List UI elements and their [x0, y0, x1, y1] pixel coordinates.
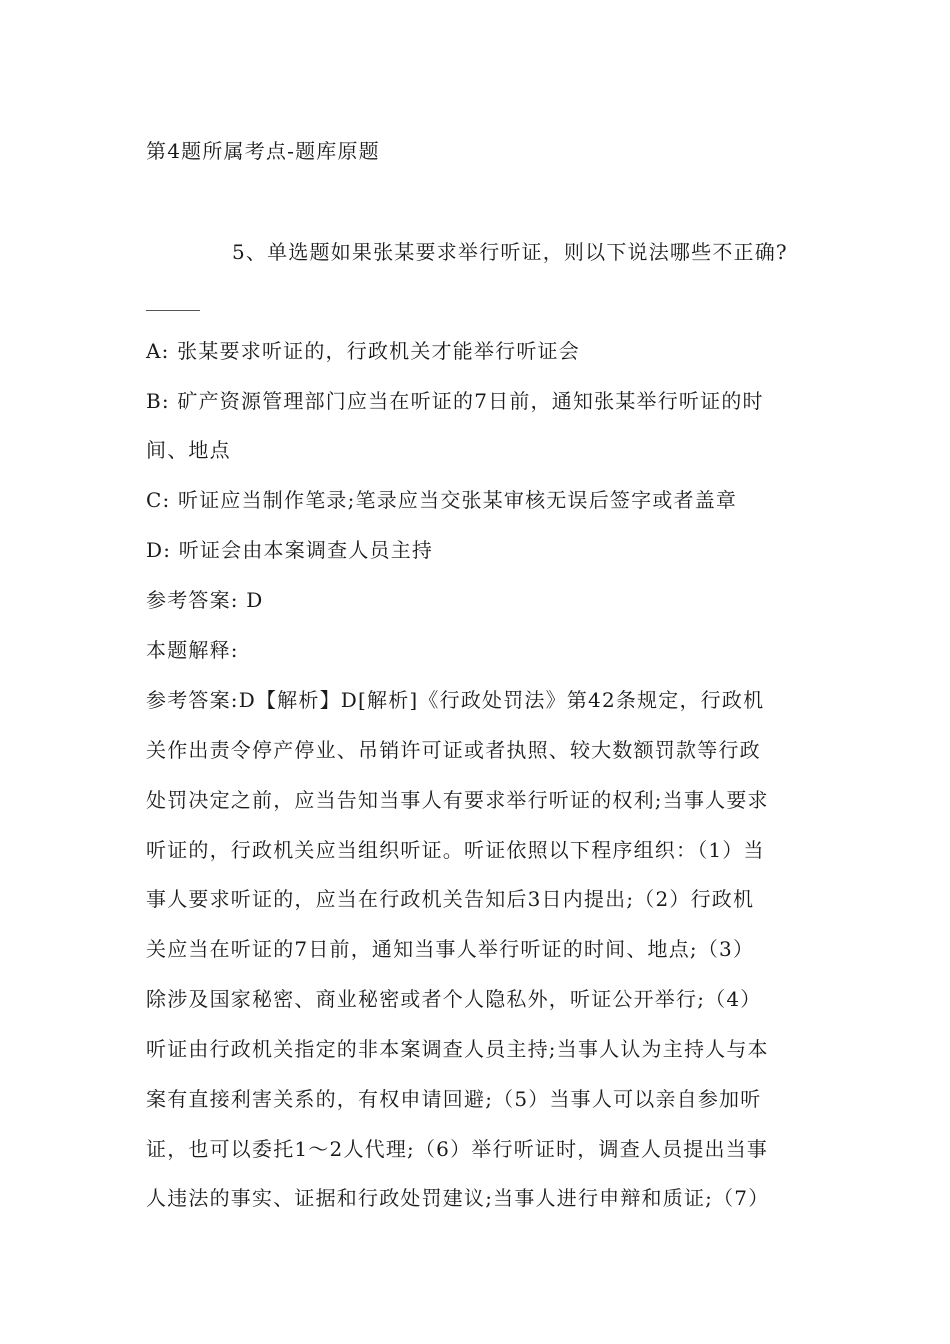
explanation-label: 本题解释:	[146, 638, 239, 662]
explanation-line: 案有直接利害关系的，有权申请回避;（5）当事人可以亲自参加听	[146, 1087, 762, 1111]
option-b-line-1: B: 矿产资源管理部门应当在听证的7日前，通知张某举行听证的时	[146, 389, 764, 413]
answer-line: 参考答案: D	[146, 588, 264, 612]
option-a: A: 张某要求听证的，行政机关才能举行听证会	[146, 339, 580, 363]
explanation-line: 人违法的事实、证据和行政处罚建议;当事人进行申辩和质证;（7）	[146, 1186, 770, 1210]
option-d: D: 听证会由本案调查人员主持	[146, 538, 434, 562]
explanation-line: 处罚决定之前，应当告知当事人有要求举行听证的权利;当事人要求	[146, 788, 769, 812]
explanation-line: 除涉及国家秘密、商业秘密或者个人隐私外，听证公开举行;（4）	[146, 987, 762, 1011]
explanation-line: 证，也可以委托1～2人代理;（6）举行听证时，调查人员提出当事	[146, 1137, 769, 1161]
option-b-line-2: 间、地点	[146, 438, 231, 462]
explanation-line: 听证由行政机关指定的非本案调查人员主持;当事人认为主持人与本	[146, 1037, 769, 1061]
explanation-line: 听证的，行政机关应当组织听证。听证依照以下程序组织：（1）当	[146, 838, 765, 862]
question-text: 5、单选题如果张某要求举行听证，则以下说法哪些不正确?	[232, 240, 788, 264]
option-c: C: 听证应当制作笔录;笔录应当交张某审核无误后签字或者盖章	[146, 488, 738, 512]
explanation-line: 事人要求听证的，应当在行政机关告知后3日内提出;（2）行政机	[146, 887, 755, 911]
explanation-line: 参考答案:D【解析】D[解析]《行政处罚法》第42条规定，行政机	[146, 688, 765, 712]
separator-rule	[146, 310, 200, 311]
topic-line: 第4题所属考点-题库原题	[146, 139, 380, 163]
explanation-line: 关应当在听证的7日前，通知当事人举行听证的时间、地点;（3）	[146, 937, 755, 961]
explanation-line: 关作出责令停产停业、吊销许可证或者执照、较大数额罚款等行政	[146, 738, 761, 762]
